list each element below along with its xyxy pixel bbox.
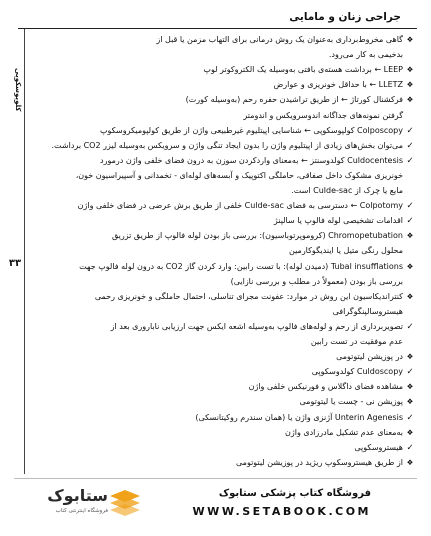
diamond-bullet-icon: ❖ [406,352,414,362]
checkmark-bullet-icon: ✓ [406,412,414,423]
line-text: Colposcopy کولپوسکوپی ← شناسایی اپیتلیوم غیرطبیعی واژن از طریق کولپومیکروسکوپ [99,125,403,135]
diamond-bullet-icon: ❖ [406,231,414,241]
text-line [32,124,417,137]
line-text: Chromopetubation (کروموپرتوباسیون): بررسی باز بودن لوله فالوپ از طریق تزریق [111,231,403,241]
text-line [32,350,417,363]
line-text: پوزیشن نی - چست یا لیتوتومی [299,397,403,407]
text-line [32,320,417,333]
text-line [32,154,417,167]
shop-url[interactable]: WWW.SETABOOK.COM [192,505,371,518]
line-text: مشاهده فضای داگلاس و فورنیکس خلفی واژن [248,382,403,392]
diamond-bullet-icon: ❖ [406,291,414,301]
diamond-bullet-icon: ❖ [406,397,414,407]
text-line [32,411,417,424]
line-text: LEEP ← برداشت هسته‌ی بافتی به‌وسیله یک الکتروکوتر لوپ [203,65,403,75]
line-text: تصویربرداری از رحم و لوله‌های فالوپ به‌وسیله اشعه ایکس جهت ارزیابی نابارورى بعد از [110,321,403,331]
text-line [32,456,417,469]
text-line [32,139,417,152]
text-line [32,275,417,288]
diamond-bullet-icon: ❖ [406,382,414,392]
logo-name: ستابوک [47,486,108,505]
text-line [32,441,417,454]
logo-subtitle: فروشگاه اینترنتی کتاب [55,508,108,514]
text-line [32,335,417,348]
line-text: اقدامات تشخیصی لوله فالوپ یا سالپنژ [273,216,403,226]
line-text: Culdoscopy کولدوسکوپی [311,367,403,377]
line-text: Tubal insufflations (دمیدن لوله): با تست رابین: وارد کردن گاز CO2 به درون لوله فالوپ جهت [79,261,403,271]
diamond-bullet-icon: ❖ [406,80,414,90]
footer-rule [14,478,417,479]
line-text: کنتراندیکاسیون این روش در موارد: عفونت مجرای تناسلی، احتمال حاملگی و خونریزی رحمی [94,291,403,301]
line-text: Unterin Agenesis آژنزی واژن یا (همان سندرم روکیتانسکی) [195,412,403,422]
text-line [32,365,417,378]
line-text: هیستروسالپنگوگرافی [332,306,403,316]
shop-name: فروشگاه کتاب پزشکی ستابوک [218,488,371,499]
text-line [32,48,417,61]
line-text: گرفتن نمونه‌های جداگانه اندوسرویکس و اندومتر [243,110,403,120]
book-stack-icon [108,488,142,518]
line-text: به‌معنای عدم تشکیل مادرزادی واژن [284,427,403,437]
header-rule [18,28,417,29]
line-text: گاهی مخروط‌برداری به‌عنوان یک روش درمانی برای التهاب مزمن یا قبل از [156,35,403,44]
line-text: فرکشنال کورتاژ ← از طریق تراشیدن حفره رحم (به‌وسیله کورت) [185,95,403,105]
diamond-bullet-icon: ❖ [406,427,414,437]
line-text: می‌توان بخش‌های زیادی از اپیتلیوم واژن را بدون ایجاد تنگی واژن و سرویکس به‌وسیله لیزر CO2 برداشت. [51,140,403,150]
text-line [32,260,417,273]
text-line [32,109,417,122]
line-text: عدم موفقیت در تست رابین [310,337,403,346]
text-line [32,93,417,106]
checkmark-bullet-icon: ✓ [406,216,414,227]
line-text: Culdocentesis کولدوسنتز ← به‌معنای واردکردن سوزن به درون فضای خلفی واژن درمورد [100,155,403,165]
line-text: محلول رنگی متیل یا ایندیگوکارمین [289,246,403,256]
text-line [32,78,417,91]
diamond-bullet-icon: ❖ [406,457,414,467]
chapter-side-tab: کلوپوسکوپی [14,68,22,112]
text-line [32,305,417,318]
setabook-logo [38,482,158,524]
margin-rule [24,29,25,474]
text-line [32,214,417,227]
text-line [32,244,417,257]
line-text: بدخیمی به کار می‌رود. [328,50,403,60]
text-line [32,199,417,212]
text-line [32,229,417,242]
line-text: Colpotomy ← دسترسی به فضای Culde-sac خلفی از طریق برش عرضی در فضای خلفی واژن [77,201,403,211]
line-text: از طریق هیستروسکوپ ریژید در پوزیشن لیتوتومی [235,457,403,467]
checkmark-bullet-icon: ✓ [406,367,414,378]
page-number: ۳۳ [8,258,22,269]
text-line [32,380,417,393]
line-text: در پوزیشن لیتوتومی [336,352,403,362]
checkmark-bullet-icon: ✓ [406,321,414,332]
text-line [32,290,417,303]
text-line [32,33,417,46]
text-line [32,184,417,197]
line-text: مایع یا چرک از Culde-sac است. [291,186,403,195]
checkmark-bullet-icon: ✓ [406,125,414,136]
text-line [32,426,417,439]
diamond-bullet-icon: ❖ [406,95,414,105]
text-line [32,63,417,76]
checkmark-bullet-icon: ✓ [406,155,414,166]
line-text: بررسی باز بودن (معمولاً در مطلب و بررسی نازایی) [230,276,403,286]
page-header-title: جراحی زنان و مامایی [289,11,401,23]
diamond-bullet-icon: ❖ [406,35,414,44]
diamond-bullet-icon: ❖ [406,261,414,271]
diamond-bullet-icon: ❖ [406,65,414,75]
line-text: LLETZ ← با حداقل خونریزی و عوارض [273,80,403,90]
checkmark-bullet-icon: ✓ [406,201,414,212]
line-text: خونریزی مشکوک داخل صفاقی، حاملگی اکتوپیک و آبسه‌های لوله‌ای - تخمدانی و آسپیراسیون خون، [75,170,403,180]
checkmark-bullet-icon: ✓ [406,140,414,151]
text-line [32,169,417,182]
line-text: هیستروسکوپی [354,442,403,452]
checkmark-bullet-icon: ✓ [406,442,414,453]
text-line [32,395,417,408]
